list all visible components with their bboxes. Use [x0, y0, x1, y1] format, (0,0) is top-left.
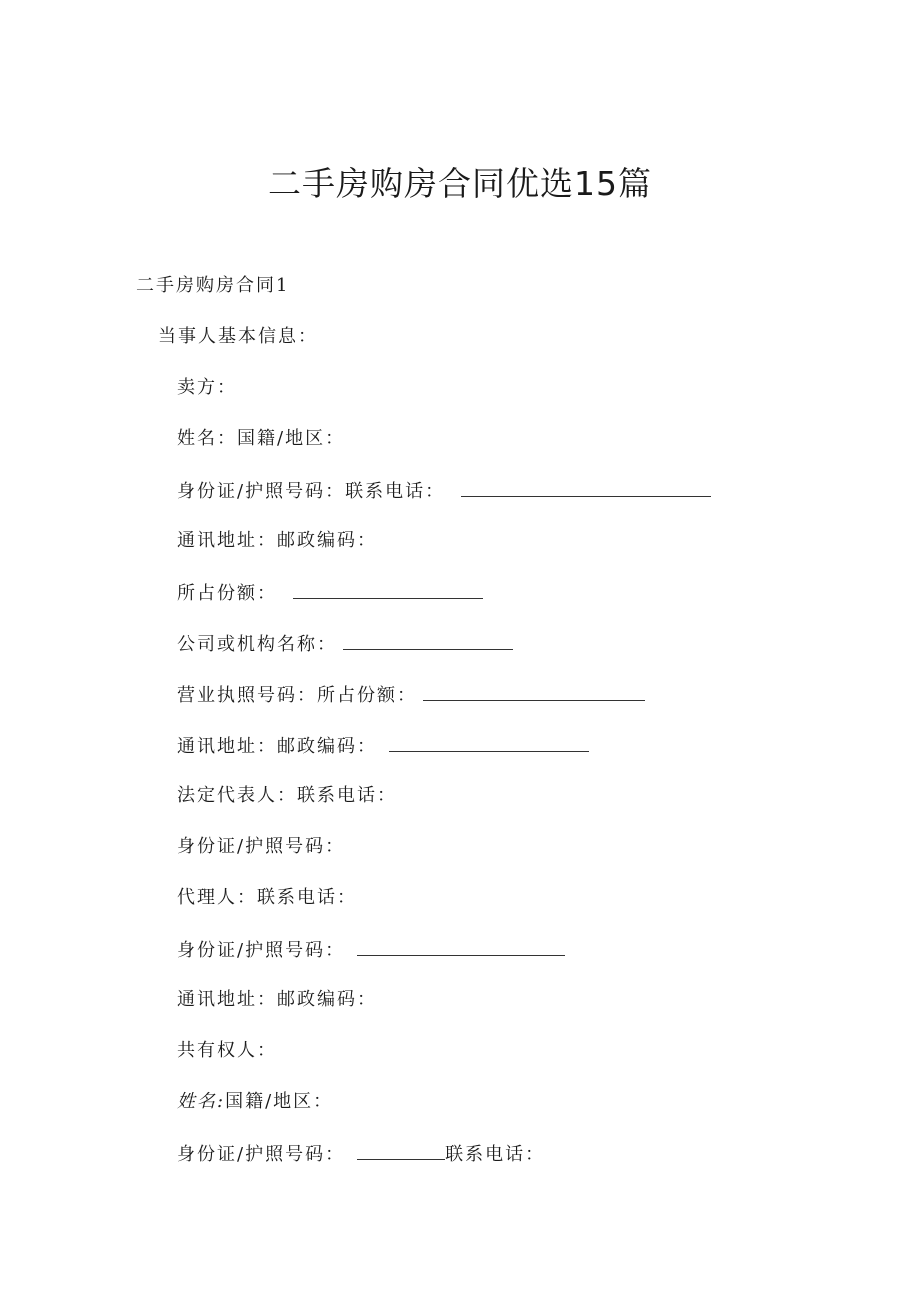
field-id-phone — [177, 478, 711, 504]
field-label-after: 联系电话： — [445, 1144, 546, 1165]
field-address-postcode-2 — [177, 733, 589, 759]
blank-line[interactable] — [343, 631, 513, 650]
blank-line[interactable] — [293, 580, 483, 599]
blank-line[interactable] — [357, 1141, 445, 1160]
field-label: 公司或机构名称： — [177, 634, 337, 655]
blank-line[interactable] — [357, 937, 565, 956]
field-label: 身份证/护照号码： — [177, 1144, 346, 1165]
intro-line: 当事人基本信息： — [158, 326, 318, 347]
field-label: 通讯地址：邮政编码： — [177, 736, 377, 757]
field-legal-rep-phone: 法定代表人：联系电话： — [177, 785, 397, 806]
field-label: 营业执照号码：所占份额： — [177, 685, 417, 706]
field-company-name — [177, 631, 513, 657]
section-heading: 二手房购房合同1 — [136, 275, 290, 296]
field-address-postcode: 通讯地址：邮政编码： — [177, 530, 377, 551]
field-agent-phone: 代理人：联系电话： — [177, 887, 357, 908]
field-license-share — [177, 682, 645, 708]
document-title: 二手房购房合同优选15篇 — [268, 164, 652, 203]
field-label: 国籍/地区： — [225, 1091, 334, 1112]
field-coowner-id-phone — [177, 1141, 545, 1167]
field-label: 身份证/护照号码： — [177, 940, 346, 961]
blank-line[interactable] — [389, 733, 589, 752]
field-label-italic: 姓名: — [177, 1091, 226, 1112]
field-coowner-name — [177, 1090, 333, 1114]
field-label: 身份证/护照号码：联系电话： — [177, 481, 446, 502]
field-address-postcode-3: 通讯地址：邮政编码： — [177, 989, 377, 1010]
co-owner-label: 共有权人： — [177, 1040, 277, 1061]
blank-line[interactable] — [461, 478, 711, 497]
field-agent-id — [177, 937, 565, 963]
seller-label: 卖方： — [177, 377, 237, 398]
field-label: 所占份额： — [177, 583, 277, 604]
field-id-number: 身份证/护照号码： — [177, 836, 346, 857]
blank-line[interactable] — [423, 682, 645, 701]
field-share — [177, 580, 483, 606]
field-name-nationality: 姓名：国籍/地区： — [177, 428, 346, 449]
